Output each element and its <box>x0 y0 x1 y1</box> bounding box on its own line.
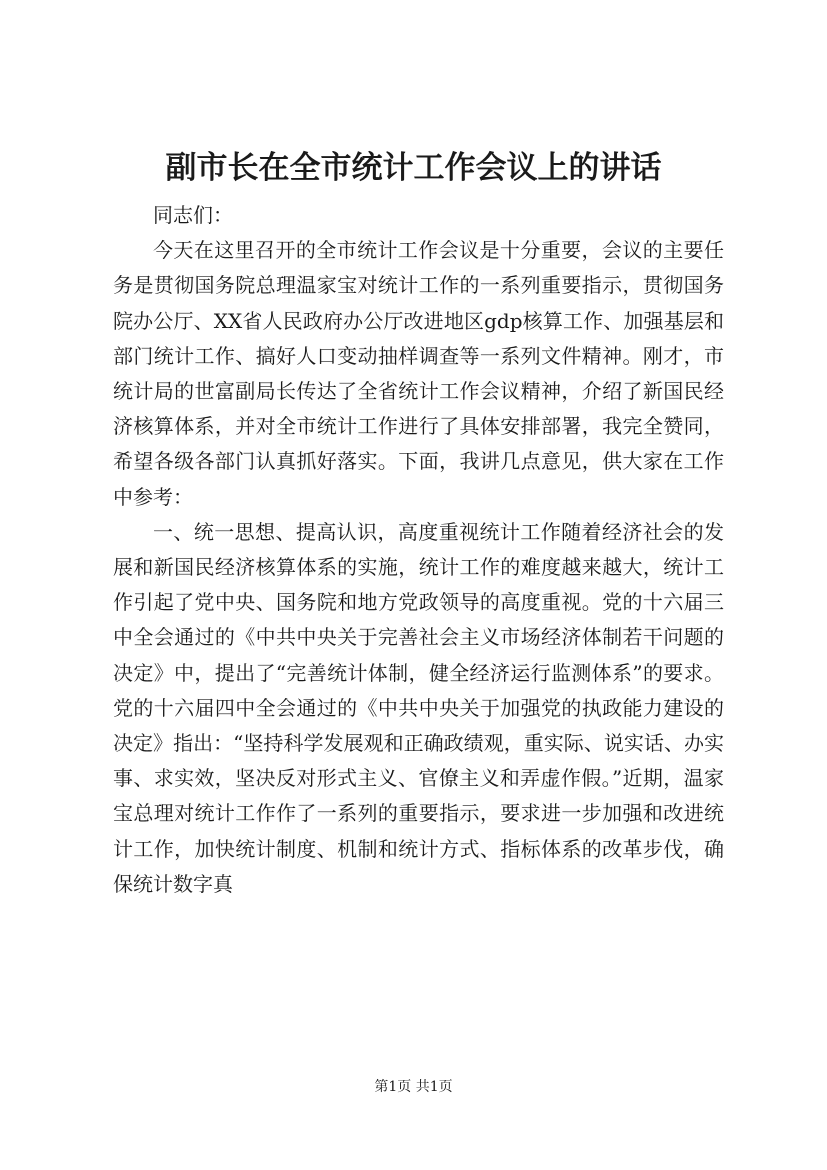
paragraph: 今天在这里召开的全市统计工作会议是十分重要，会议的主要任务是贯彻国务院总理温家宝对统计工作的一系列重要指示，贯彻国务院办公厅、XX省人民政府办公厅改进地区gdp核算工作、加强基层和部门统计工作、搞好人口变动抽样调查等一系列文件精神。刚才，市统计局的世富副局长传达了全省统计工作会议精神，介绍了新国民经济核算体系，并对全市统计工作进行了具体安排部署，我完全赞同，希望各级各部门认真抓好落实。下面，我讲几点意见，供大家在工作中参考： <box>113 238 724 509</box>
greeting: 同志们： <box>153 203 233 227</box>
paragraph: 一、统一思想、提高认识，高度重视统计工作随着经济社会的发展和新国民经济核算体系的实施，统计工作的难度越来越大，统计工作引起了党中央、国务院和地方党政领导的高度重视。党的十六届三中全会通过的《中共中央关于完善社会主义市场经济体制若干问题的决定》中，提出了“完善统计体制，健全经济运行监测体系”的要求。党的十六届四中全会通过的《中共中央关于加强党的执政能力建设的决定》指出：“坚持科学发展观和正确政绩观，重实际、说实话、办实事、求实效，坚决反对形式主义、官僚主义和弄虚作假。”近期，温家宝总理对统计工作作了一系列的重要指示，要求进一步加强和改进统计工作，加快统计制度、机制和统计方式、指标体系的改革步伐，确保统计数字真 <box>113 519 724 896</box>
document-title: 副市长在全市统计工作会议上的讲话 <box>165 150 662 186</box>
page-footer: 第1页 共1页 <box>374 1079 453 1095</box>
document-body <box>113 198 724 902</box>
